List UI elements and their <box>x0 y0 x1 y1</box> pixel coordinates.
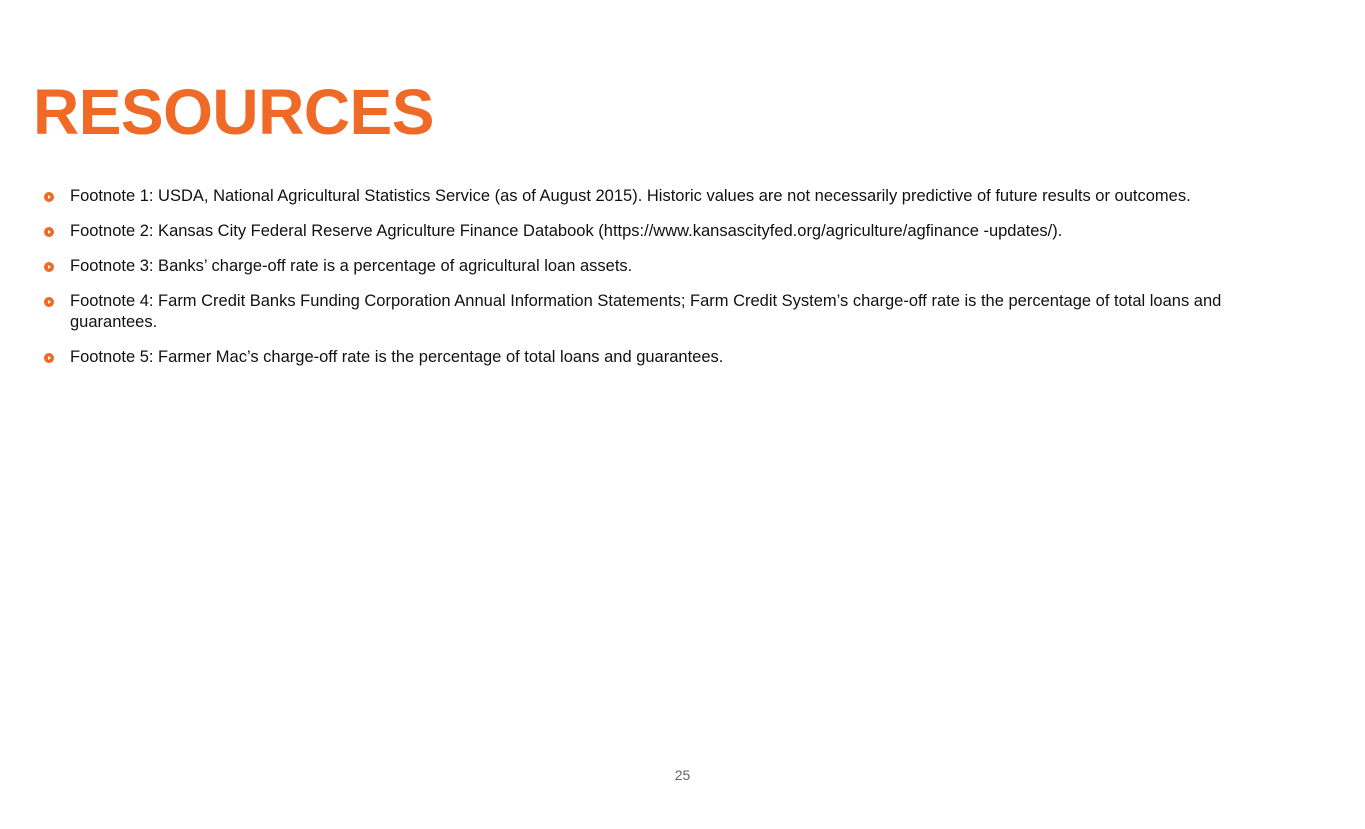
footnote-item <box>44 256 1274 277</box>
bullet-icon <box>44 262 54 272</box>
footnote-text: Footnote 1: USDA, National Agricultural Statistics Service (as of August 2015). Historic values are not necessarily predictive of future results or outcomes. <box>70 187 1191 205</box>
footnote-item <box>44 186 1274 207</box>
bullet-icon <box>44 192 54 202</box>
footnote-text: Footnote 3: Banks’ charge-off rate is a percentage of agricultural loan assets. <box>70 257 633 275</box>
bullet-icon <box>44 297 54 307</box>
footnote-text: Footnote 2: Kansas City Federal Reserve Agriculture Finance Databook (https://www.kansascityfed.org/agriculture/agfinance -updates/). <box>70 222 1063 240</box>
footnote-text: Footnote 5: Farmer Mac’s charge-off rate is the percentage of total loans and guarantees. <box>70 348 724 366</box>
footnote-text: Footnote 4: Farm Credit Banks Funding Corporation Annual Information Statements; Farm Credit System’s charge-off rate is the percentage of total loans and guarantees. <box>70 292 1222 331</box>
footnote-item <box>44 347 1274 368</box>
page-title: RESOURCES <box>33 76 434 148</box>
bullet-icon <box>44 227 54 237</box>
page-number: 25 <box>674 767 691 783</box>
footnote-list <box>44 186 1274 382</box>
footnote-item <box>44 291 1274 333</box>
footnote-item <box>44 221 1274 242</box>
bullet-icon <box>44 353 54 363</box>
